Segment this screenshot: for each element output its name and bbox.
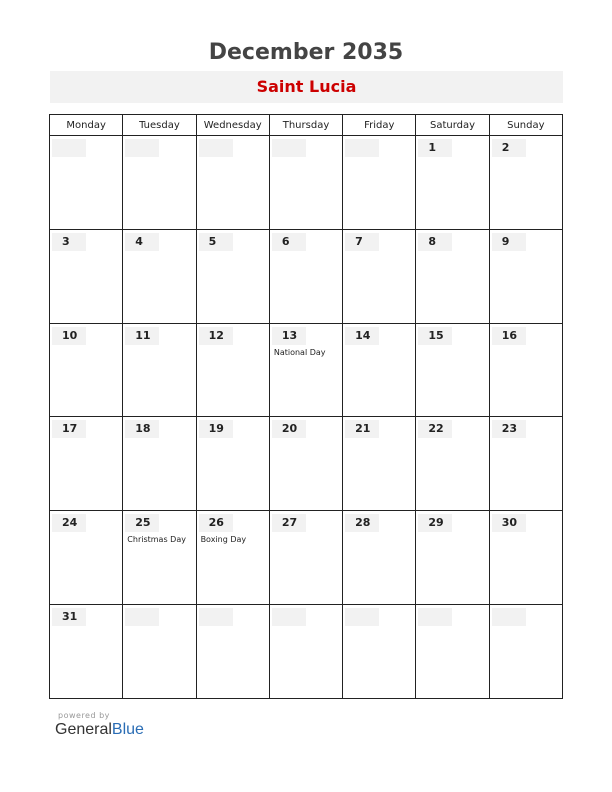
calendar-week-row (50, 229, 563, 323)
calendar-day-cell[interactable] (50, 229, 123, 323)
logo-blue: Blue (111, 721, 144, 738)
calendar-day-cell[interactable] (196, 511, 269, 605)
calendar-day-cell[interactable] (269, 229, 342, 323)
calendar-day-cell[interactable] (416, 323, 489, 417)
calendar-day-cell[interactable] (196, 323, 269, 417)
empty-day-marker (418, 608, 452, 626)
calendar-empty-cell (489, 605, 562, 699)
day-number: 24 (52, 514, 86, 532)
calendar-day-cell[interactable] (196, 229, 269, 323)
empty-day-marker (199, 139, 233, 157)
empty-day-marker (492, 608, 526, 626)
empty-day-marker (125, 139, 159, 157)
day-number: 16 (492, 327, 526, 345)
empty-day-marker (272, 608, 306, 626)
day-number: 11 (125, 327, 159, 345)
weekday-header: Thursday (269, 115, 342, 136)
calendar-empty-cell (123, 136, 196, 230)
holiday-label: Christmas Day (127, 535, 186, 545)
calendar-grid (49, 114, 563, 699)
day-number: 10 (52, 327, 86, 345)
day-number: 22 (418, 420, 452, 438)
weekday-header: Wednesday (196, 115, 269, 136)
calendar-day-cell[interactable] (269, 323, 342, 417)
calendar-day-cell[interactable] (416, 229, 489, 323)
day-number: 12 (199, 327, 233, 345)
calendar-day-cell[interactable] (343, 511, 416, 605)
weekday-header-row (50, 115, 563, 136)
day-number: 7 (345, 233, 379, 251)
weekday-header: Monday (50, 115, 123, 136)
calendar-day-cell[interactable] (489, 229, 562, 323)
calendar-day-cell[interactable] (343, 323, 416, 417)
day-number: 8 (418, 233, 452, 251)
calendar-empty-cell (343, 605, 416, 699)
day-number: 18 (125, 420, 159, 438)
calendar-week-row (50, 605, 563, 699)
logo-general: General (55, 721, 112, 738)
empty-day-marker (125, 608, 159, 626)
day-number: 29 (418, 514, 452, 532)
day-number: 31 (52, 608, 86, 626)
calendar-week-row (50, 136, 563, 230)
calendar-day-cell[interactable] (123, 511, 196, 605)
calendar-empty-cell (343, 136, 416, 230)
calendar-week-row (50, 417, 563, 511)
weekday-header: Saturday (416, 115, 489, 136)
day-number: 2 (492, 139, 526, 157)
day-number: 14 (345, 327, 379, 345)
calendar-day-cell[interactable] (123, 417, 196, 511)
empty-day-marker (199, 608, 233, 626)
day-number: 4 (125, 233, 159, 251)
calendar-day-cell[interactable] (489, 417, 562, 511)
day-number: 26 (199, 514, 233, 532)
day-number: 3 (52, 233, 86, 251)
day-number: 23 (492, 420, 526, 438)
day-number: 9 (492, 233, 526, 251)
empty-day-marker (345, 139, 379, 157)
calendar-day-cell[interactable] (196, 417, 269, 511)
day-number: 27 (272, 514, 306, 532)
empty-day-marker (272, 139, 306, 157)
weekday-header: Sunday (489, 115, 562, 136)
calendar-day-cell[interactable] (343, 417, 416, 511)
day-number: 15 (418, 327, 452, 345)
calendar-week-row (50, 511, 563, 605)
weekday-header: Tuesday (123, 115, 196, 136)
day-number: 25 (125, 514, 159, 532)
day-number: 19 (199, 420, 233, 438)
calendar-empty-cell (196, 136, 269, 230)
weekday-header: Friday (343, 115, 416, 136)
day-number: 28 (345, 514, 379, 532)
calendar-body (50, 136, 563, 699)
calendar-day-cell[interactable] (50, 323, 123, 417)
calendar-day-cell[interactable] (489, 136, 562, 230)
calendar-title: December 2035 (208, 40, 404, 65)
day-number: 20 (272, 420, 306, 438)
calendar-day-cell[interactable] (489, 511, 562, 605)
calendar-day-cell[interactable] (489, 323, 562, 417)
calendar-empty-cell (269, 605, 342, 699)
calendar-day-cell[interactable] (416, 417, 489, 511)
holiday-label: Boxing Day (200, 535, 247, 545)
day-number: 5 (199, 233, 233, 251)
day-number: 30 (492, 514, 526, 532)
calendar-day-cell[interactable] (50, 605, 123, 699)
calendar-week-row (50, 323, 563, 417)
calendar-day-cell[interactable] (343, 229, 416, 323)
country-name: Saint Lucia (256, 77, 357, 96)
day-number: 21 (345, 420, 379, 438)
day-number: 13 (272, 327, 306, 345)
calendar-empty-cell (416, 605, 489, 699)
powered-by-text: powered by (58, 711, 110, 720)
calendar-day-cell[interactable] (416, 136, 489, 230)
calendar-day-cell[interactable] (123, 229, 196, 323)
calendar-day-cell[interactable] (269, 417, 342, 511)
empty-day-marker (52, 139, 86, 157)
generalblue-logo[interactable] (55, 721, 144, 739)
day-number: 1 (418, 139, 452, 157)
day-number: 6 (272, 233, 306, 251)
empty-day-marker (345, 608, 379, 626)
calendar-empty-cell (50, 136, 123, 230)
calendar-day-cell[interactable] (50, 511, 123, 605)
calendar-day-cell[interactable] (416, 511, 489, 605)
calendar-empty-cell (123, 605, 196, 699)
calendar-day-cell[interactable] (50, 417, 123, 511)
calendar-empty-cell (269, 136, 342, 230)
calendar-day-cell[interactable] (123, 323, 196, 417)
calendar-day-cell[interactable] (269, 511, 342, 605)
day-number: 17 (52, 420, 86, 438)
holiday-label: National Day (273, 347, 326, 357)
country-banner (50, 71, 563, 103)
calendar-empty-cell (196, 605, 269, 699)
